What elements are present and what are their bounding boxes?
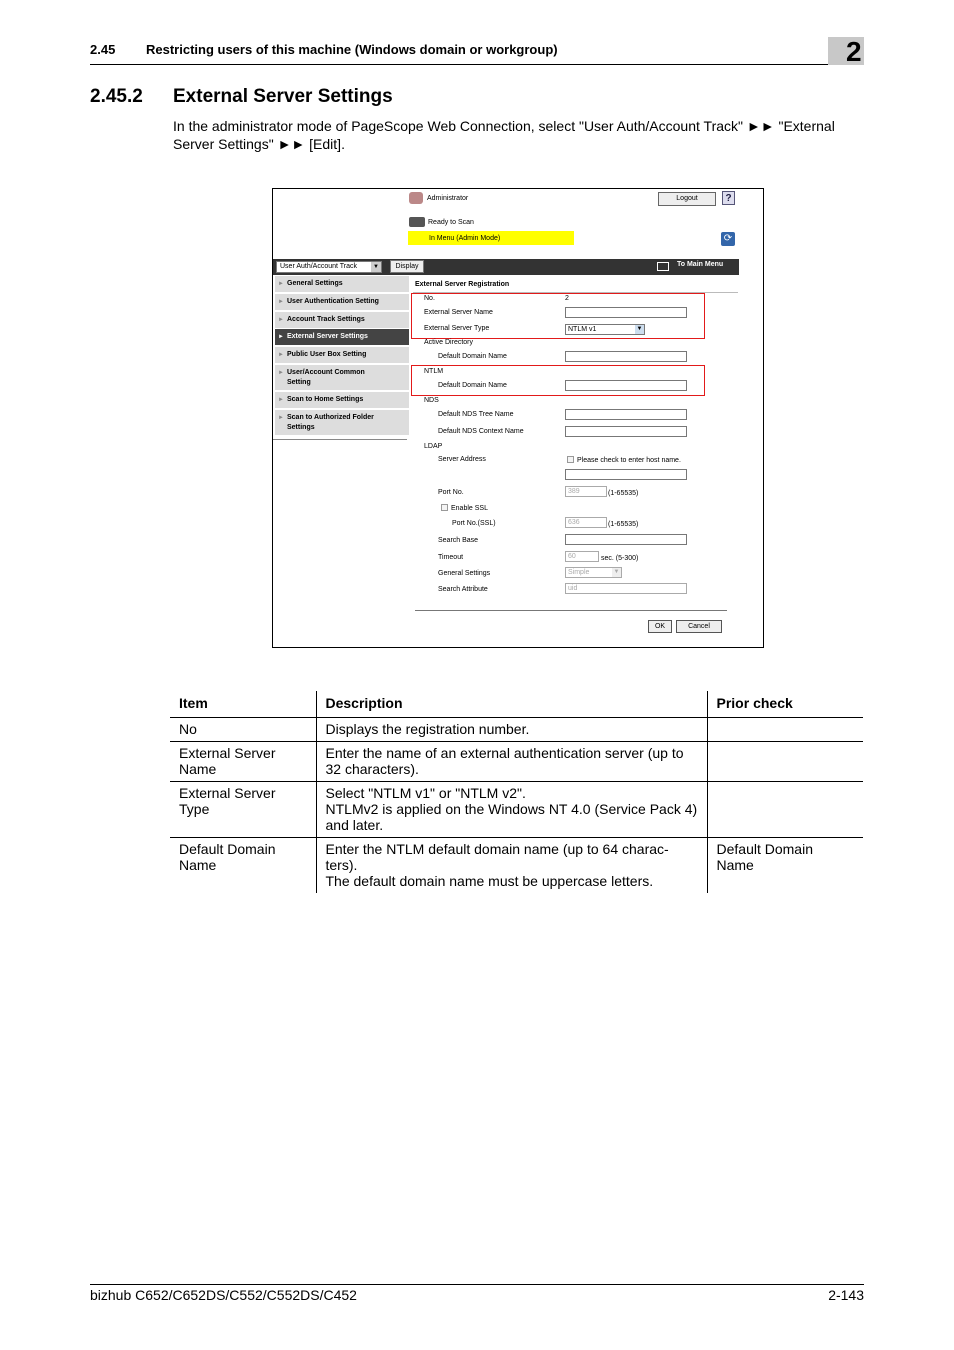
nds-tree-input[interactable]: [565, 409, 687, 420]
help-icon[interactable]: ?: [722, 191, 735, 205]
sidebar-item-label: Scan to Home Settings: [287, 396, 364, 403]
chevron-down-icon: ▼: [613, 569, 620, 575]
ssl-port-range: (1-65535): [608, 521, 639, 528]
web-connection-screenshot: [272, 188, 764, 648]
arrow-right-icon: ►: [278, 317, 284, 323]
form-title: External Server Registration: [415, 281, 510, 288]
table-row: [170, 782, 863, 838]
to-main-menu-link[interactable]: To Main Menu: [677, 261, 724, 268]
description-cell: [316, 742, 707, 782]
timeout-label: Timeout: [438, 554, 464, 561]
table-header-row: [170, 691, 863, 718]
active-directory-heading: Active Directory: [424, 339, 474, 346]
ldap-heading: LDAP: [424, 443, 443, 450]
description-line: The default domain name must be uppercase letters.: [325, 873, 654, 889]
arrow-right-icon: ►: [278, 334, 284, 340]
intro-text: In the administrator mode of PageScope Web Connection, select "User Auth/Account Track" ►► "External Server Settings" ►► [Edit].: [173, 118, 835, 152]
header-section-number: 2.45: [90, 42, 116, 57]
port-input[interactable]: 389: [565, 486, 607, 497]
general-settings-value: Simple: [568, 569, 590, 576]
description-line: Select "NTLM v1" or "NTLM v2".: [325, 785, 526, 801]
ssl-port-label: Port No.(SSL): [452, 520, 496, 527]
description-line: Enter the NTLM default domain name (up to 64 charac-ters).: [325, 841, 669, 873]
arrow-right-icon: ►: [278, 370, 284, 376]
no-label: No.: [424, 295, 435, 302]
sidebar-item-label: Scan to Authorized Folder Settings: [287, 414, 374, 431]
category-select[interactable]: [276, 261, 382, 273]
prior-check-cell: Default Domain Name: [716, 841, 813, 873]
chevron-down-icon: ▼: [371, 262, 381, 272]
chapter-number: 2: [846, 36, 862, 67]
enable-ssl-checkbox[interactable]: [441, 504, 448, 511]
description-line: Displays the registration number.: [325, 721, 530, 737]
settings-table: [170, 691, 863, 893]
column-header: Item: [170, 691, 316, 718]
ntlm-heading: NTLM: [424, 368, 444, 375]
sidebar-item-user-authentication[interactable]: [275, 294, 409, 311]
arrow-right-icon: ►: [278, 299, 284, 305]
table-row: [170, 742, 863, 782]
category-select-value: User Auth/Account Track: [280, 263, 358, 270]
prior-check-cell: [707, 718, 863, 742]
description-cell: [316, 782, 707, 838]
search-attribute-input[interactable]: uid: [565, 583, 687, 594]
prior-check-cell: [707, 782, 863, 838]
sidebar-item-user-account-common[interactable]: [275, 365, 409, 391]
section-number: 2.45.2: [90, 86, 143, 107]
logout-button[interactable]: Logout: [658, 192, 716, 206]
column-header: Prior check: [707, 691, 863, 718]
administrator-icon: [409, 192, 423, 204]
main-menu-icon: [657, 262, 669, 271]
prior-check-cell: [707, 742, 863, 782]
timeout-input[interactable]: 60: [565, 551, 599, 562]
administrator-label: Administrator: [427, 195, 469, 202]
sidebar-item-label: General Settings: [287, 280, 343, 287]
sidebar-item-account-track[interactable]: [275, 312, 409, 329]
sidebar-divider: [273, 439, 407, 440]
sidebar-item-label: Account Track Settings: [287, 316, 365, 323]
port-range: (1-65535): [608, 490, 639, 497]
ntlm-domain-input[interactable]: [565, 380, 687, 391]
nds-context-input[interactable]: [565, 426, 687, 437]
server-type-select[interactable]: [565, 324, 645, 335]
display-button[interactable]: Display: [390, 260, 424, 273]
nds-tree-label: Default NDS Tree Name: [438, 411, 514, 418]
description-line: Enter the name of an external authentication server (up to 32 characters).: [325, 745, 684, 777]
printer-status-icon: [409, 217, 425, 227]
section-title: External Server Settings: [173, 86, 393, 107]
arrow-right-icon: ►: [278, 415, 284, 421]
no-value: 2: [565, 295, 569, 302]
footer-page-number: 2-143: [828, 1287, 864, 1303]
chevron-down-icon: ▼: [636, 326, 643, 332]
header-section-title: Restricting users of this machine (Windows domain or workgroup): [146, 42, 558, 57]
ntlm-domain-label: Default Domain Name: [438, 382, 507, 389]
footer-rule: [90, 1284, 864, 1285]
mode-status-text: In Menu (Admin Mode): [429, 235, 501, 242]
timeout-unit: sec. (5-300): [601, 555, 639, 562]
search-base-label: Search Base: [438, 537, 479, 544]
sidebar-item-scan-to-authorized-folder[interactable]: [275, 410, 409, 436]
ad-domain-input[interactable]: [565, 351, 687, 362]
server-address-input[interactable]: [565, 469, 687, 480]
port-label: Port No.: [438, 489, 464, 496]
search-attribute-label: Search Attribute: [438, 586, 488, 593]
nds-context-label: Default NDS Context Name: [438, 428, 524, 435]
server-address-label: Server Address: [438, 456, 486, 463]
server-type-label: External Server Type: [424, 325, 490, 332]
footer-model: bizhub C652/C652DS/C552/C552DS/C452: [90, 1287, 357, 1303]
sidebar-item-label: User Authentication Setting: [287, 298, 379, 305]
description-line: NTLMv2 is applied on the Windows NT 4.0 (Service Pack 4) and later.: [325, 801, 698, 833]
search-base-input[interactable]: [565, 534, 687, 545]
sidebar-item-external-server[interactable]: [275, 329, 409, 346]
sidebar-item-general-settings[interactable]: [275, 276, 409, 293]
general-settings-select[interactable]: [565, 567, 622, 578]
ad-domain-label: Default Domain Name: [438, 353, 507, 360]
nds-heading: NDS: [424, 397, 439, 404]
table-row: [170, 838, 863, 894]
sidebar-item-label: External Server Settings: [287, 333, 368, 340]
description-cell: [316, 718, 707, 742]
ssl-port-input[interactable]: 636: [565, 517, 607, 528]
ok-button[interactable]: OK: [648, 620, 672, 633]
enable-ssl-label: Enable SSL: [451, 505, 488, 512]
sidebar-item-public-user-box[interactable]: [275, 347, 409, 364]
item-cell: External Server Name: [170, 742, 316, 782]
arrow-right-icon: ►: [278, 397, 284, 403]
cancel-button[interactable]: Cancel: [676, 620, 722, 633]
host-name-checkbox-label: Please check to enter host name.: [577, 457, 681, 464]
item-cell: External Server Type: [170, 782, 316, 838]
ready-status: Ready to Scan: [428, 219, 474, 226]
sidebar-item-label: Public User Box Setting: [287, 351, 367, 358]
table-row: [170, 718, 863, 742]
header-rule: [90, 64, 864, 65]
item-cell: Default Domain Name: [170, 838, 316, 894]
form-bottom-rule: [415, 610, 727, 611]
arrow-right-icon: ►: [278, 281, 284, 287]
server-name-input[interactable]: [565, 307, 687, 318]
host-name-checkbox[interactable]: [567, 456, 574, 463]
sidebar-item-label: User/Account Common Setting: [287, 369, 365, 386]
server-type-value: NTLM v1: [568, 326, 597, 333]
sidebar-item-scan-to-home[interactable]: [275, 392, 409, 409]
general-settings-label: General Settings: [438, 570, 491, 577]
column-header: Description: [316, 691, 707, 718]
item-cell: No: [170, 718, 316, 742]
description-cell: [316, 838, 707, 894]
refresh-icon[interactable]: ⟳: [721, 232, 735, 246]
server-name-label: External Server Name: [424, 309, 493, 316]
arrow-right-icon: ►: [278, 352, 284, 358]
